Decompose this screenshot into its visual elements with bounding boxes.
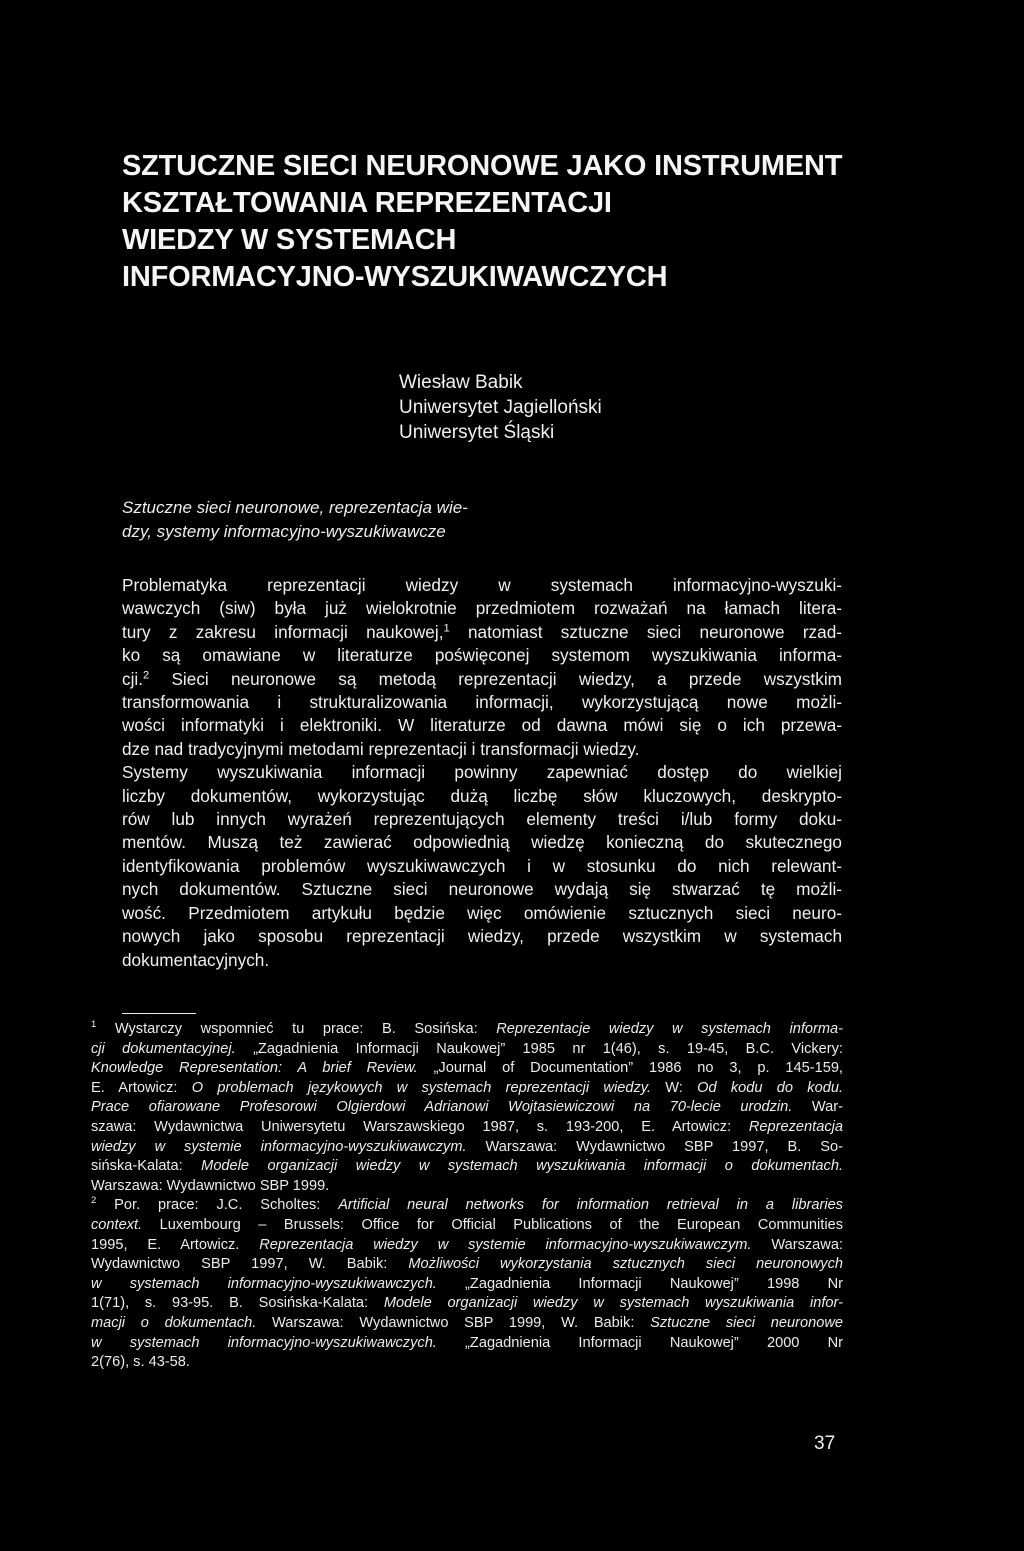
footnote-ref[interactable]: 1 [443,622,450,635]
body-text [122,574,842,972]
footnote-text: wiedzy w systemie informacyjno-wyszukiwawczym. [91,1138,467,1155]
footnote-text: w systemach informacyjno-wyszukiwawczych. [91,1275,437,1292]
body-line: ko są omawiane w literaturze poświęconej systemom wyszukiwania informa- [122,645,842,666]
footnote-text: 1995, E. Artowicz. [91,1236,260,1253]
keywords-line: Sztuczne sieci neuronowe, reprezentacja wie- [122,498,468,517]
footnote-text: Sztuczne sieci neuronowe [650,1314,843,1331]
footnote-text: sińska-Kalata: [91,1158,202,1175]
footnote-2 [91,1196,843,1372]
body-line: rów lub innych wyrażeń reprezentujących elementy treści i/lub formy doku- [122,809,842,830]
footnotes [91,1020,843,1373]
footnote-text: Reprezentacja [748,1118,843,1135]
body-line-text: natomiast sztuczne sieci neuronowe rzad- [449,621,842,642]
footnote-line [91,1020,843,1040]
body-line: Systemy wyszukiwania informacji powinny zapewniać dostęp do wielkiej [122,762,842,783]
title-line: WIEDZY W SYSTEMACH [122,224,457,256]
body-line-text: tury z zakresu informacji naukowej, [122,621,444,642]
footnote-line [91,1353,843,1373]
footnote-text: Modele organizacji wiedzy w systemach wyszukiwania informacji o dokumentach. [201,1158,843,1175]
footnote-text: w systemach informacyjno-wyszukiwawczych. [91,1334,437,1351]
footnote-line [91,1236,843,1256]
footnote-text: Wydawnictwo SBP 1997, W. Babik: [91,1256,409,1273]
footnote-text: Wystarczy wspomnieć tu prace: B. Sosińska: [96,1021,497,1037]
title-line: INFORMACYJNO-WYSZUKIWAWCZYCH [122,261,668,293]
body-line: wawczych (siw) była już wielokrotnie przedmiotem rozważań na łamach litera- [122,598,842,619]
footnote-line [91,1255,843,1275]
footnote-text: macji o dokumentach. [91,1314,257,1331]
footnote-line [91,1040,843,1060]
footnote-text: Od kodu do kodu. [697,1079,844,1096]
footnote-text: „Zagadnienia Informacji Naukowej” 1985 nr 1(46), s. 19-45, B.C. Vickery: [235,1040,843,1057]
footnote-line [91,1098,843,1118]
footnote-line [91,1275,843,1295]
footnote-text: „Zagadnienia Informacji Naukowej” 2000 Nr [436,1334,843,1351]
footnote-text: Knowledge Representation: A brief Review. [91,1060,418,1077]
footnote-text: War- [792,1099,843,1116]
footnote-text: Reprezentacja wiedzy w systemie informacyjno-wyszukiwawczym. [259,1236,752,1253]
footnote-text: Warszawa: Wydawnictwo SBP 1999. [91,1177,330,1194]
footnote-line [91,1157,843,1177]
body-line: mentów. Muszą też zawierać odpowiednią wiedzę konieczną do skutecznego [122,832,842,853]
footnote-number: 1 [91,1019,97,1031]
footnote-text: context. [91,1216,143,1233]
article-title [122,148,922,296]
author-name: Wiesław Babik [399,372,523,393]
body-line: dze nad tradycyjnymi metodami reprezentacji i transformacji wiedzy. [122,738,640,759]
body-line: transformowania i strukturalizowania informacji, wykorzystującą nowe możli- [122,692,842,713]
footnote-text: Luxembourg – Brussels: Office for Official Publications of the European Communities [142,1216,843,1233]
footnote-line [91,1177,843,1197]
footnote-text: Prace ofiarowane Profesorowi Olgierdowi Adrianowi Wojtasiewiczowi na 70-lecie urodzin. [91,1099,793,1116]
keywords [122,496,562,544]
footnote-ref[interactable]: 2 [143,668,150,681]
footnote-text: Możliwości wykorzystania sztucznych sieci neuronowych [408,1256,843,1273]
footnote-text: Artificial neural networks for information retrieval in a libraries [338,1197,843,1214]
keywords-line: dzy, systemy informacyjno-wyszukiwawcze [122,522,446,541]
title-line: SZTUCZNE SIECI NEURONOWE JAKO INSTRUMENT [122,150,843,182]
body-line: identyfikowania problemów wyszukiwawczych i w stosunku do nich relewant- [122,855,842,876]
page-number: 37 [814,1433,836,1454]
footnote-number: 2 [91,1195,97,1207]
body-line: wości informatyki i elektroniki. W literaturze od dawna mówi się o ich przewa- [122,715,842,736]
body-line-text: cji. [122,668,144,689]
footnote-text: 1(71), s. 93-95. B. Sosińska-Kalata: [91,1295,384,1312]
title-line: KSZTAŁTOWANIA REPREZENTACJI [122,187,612,219]
body-line [122,668,842,691]
footnote-line [91,1196,843,1216]
footnote-text: Por. prace: J.C. Scholtes: [96,1197,339,1214]
body-line: dokumentacyjnych. [122,949,270,970]
footnote-line [91,1138,843,1158]
footnote-text: szawa: Wydawnictwa Uniwersytetu Warszawskiego 1987, s. 193-200, E. Artowicz: [91,1118,749,1135]
body-line: nych dokumentów. Sztuczne sieci neuronowe wydają się stwarzać tę możli- [122,879,842,900]
footnote-text: Warszawa: Wydawnictwo SBP 1997, B. So- [466,1138,843,1155]
body-line: Problematyka reprezentacji wiedzy w systemach informacyjno-wyszuki- [122,575,842,595]
footnote-text: O problemach językowych w systemach reprezentacji wiedzy. [191,1079,652,1096]
footnote-text: „Zagadnienia Informacji Naukowej” 1998 Nr [436,1275,843,1292]
author-affiliation: Uniwersytet Jagielloński [399,397,602,418]
footnote-line [91,1216,843,1236]
footnote-text: 2(76), s. 43-58. [91,1354,190,1371]
footnote-1 [91,1020,843,1196]
footnote-text: Reprezentacje wiedzy w systemach informa- [496,1021,843,1037]
body-line-text: Sieci neuronowe są metodą reprezentacji wiedzy, a przede wszystkim [149,668,842,689]
body-line [122,621,842,644]
body-line: wość. Przedmiotem artykułu będzie więc omówienie sztucznych sieci neuro- [122,902,842,923]
footnote-text: Modele organizacji wiedzy w systemach wyszukiwania infor- [383,1295,843,1312]
footnote-text: cji dokumentacyjnej. [91,1040,236,1057]
footnote-text: W: [651,1079,698,1096]
author-block [399,370,799,445]
footnote-line [91,1118,843,1138]
footnote-line [91,1314,843,1334]
footnote-text: Warszawa: Wydawnictwo SBP 1999, W. Babik: [256,1314,651,1331]
author-affiliation: Uniwersytet Śląski [399,422,555,443]
footnote-text: E. Artowicz: [91,1079,192,1096]
body-line: liczby dokumentów, wykorzystując dużą liczbę słów kluczowych, deskrypto- [122,785,842,806]
footnote-line [91,1294,843,1314]
body-line: nowych jako sposobu reprezentacji wiedzy, przede wszystkim w systemach [122,926,842,947]
footnote-line [91,1079,843,1099]
footnote-line [91,1059,843,1079]
footnote-divider [122,1013,196,1014]
footnote-text: „Journal of Documentation” 1986 no 3, p. 145-159, [417,1060,843,1077]
footnote-text: Warszawa: [751,1236,843,1253]
footnote-line [91,1334,843,1354]
